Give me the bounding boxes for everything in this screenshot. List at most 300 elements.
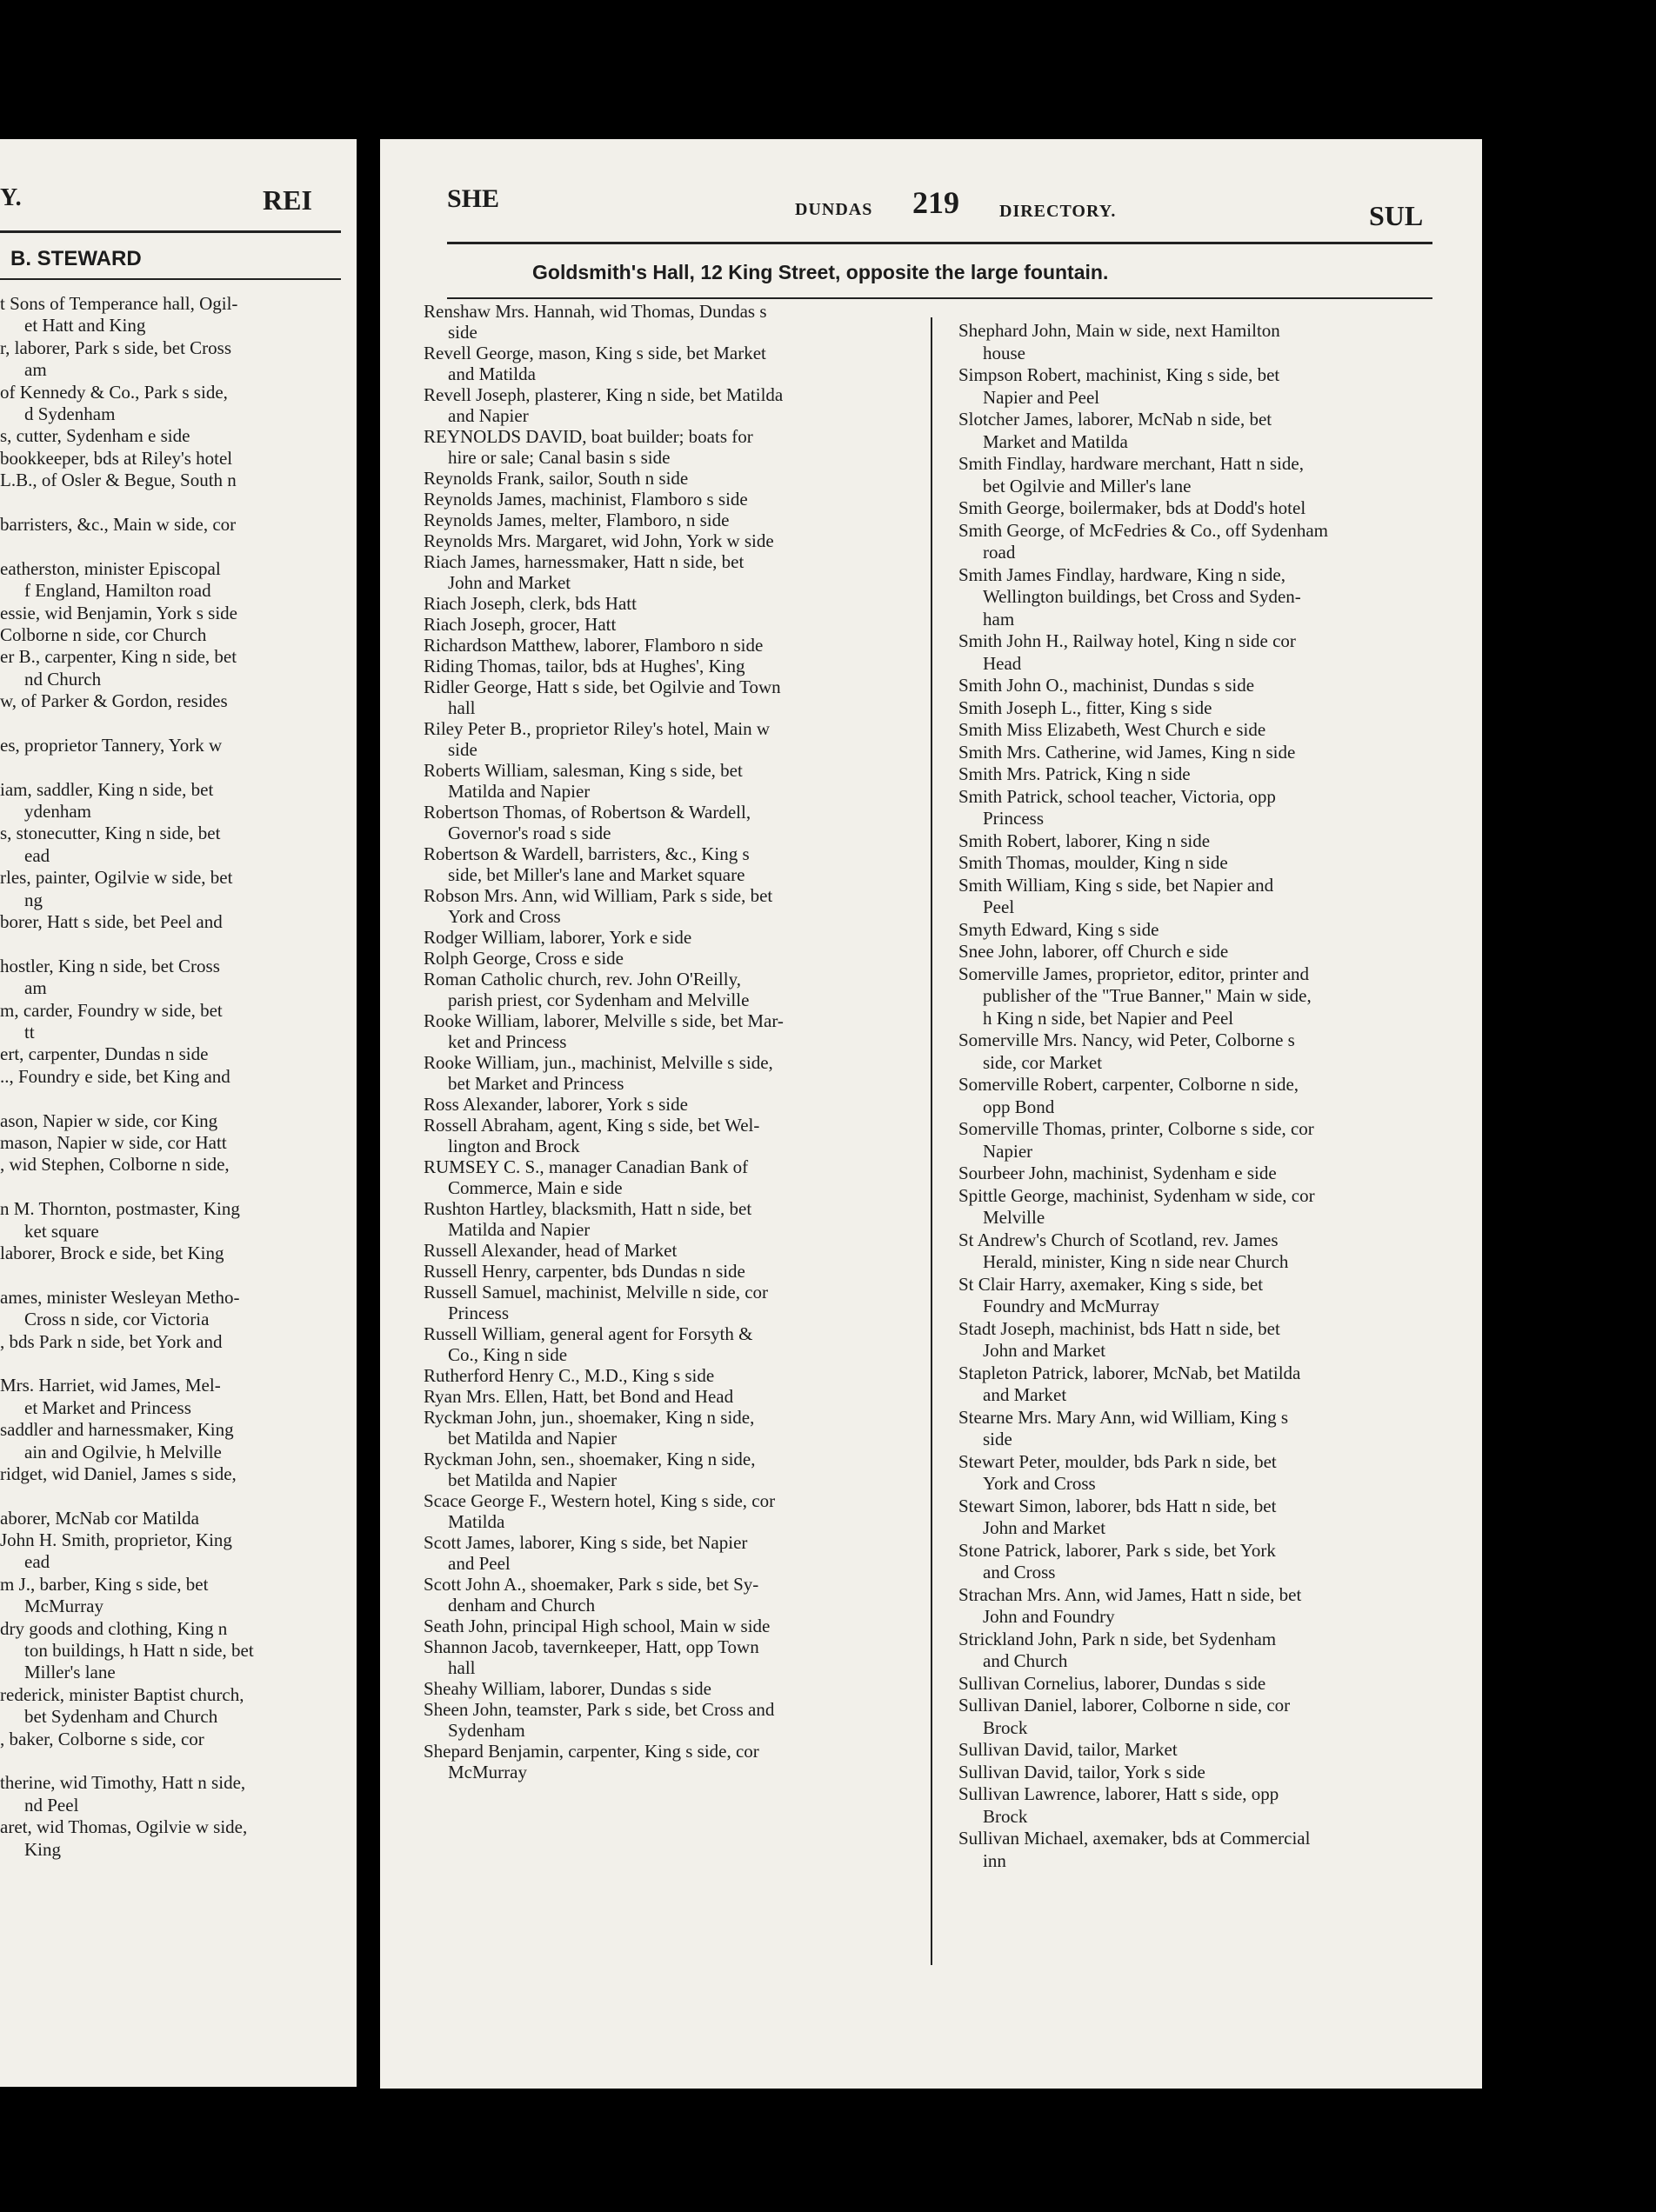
entry-line: hall — [448, 1657, 476, 1678]
entry-line: barristers, &c., Main w side, cor — [0, 513, 237, 535]
directory-entry — [958, 1782, 1463, 1827]
entry-line: dry goods and clothing, King n — [0, 1617, 228, 1639]
entry-line: Princess — [983, 808, 1044, 829]
left-directory-entry — [0, 491, 341, 513]
entry-line: and Matilda — [448, 363, 536, 384]
left-directory-entry — [0, 1197, 341, 1242]
directory-entry — [958, 363, 1463, 408]
entry-line: Foundry and McMurray — [983, 1296, 1159, 1316]
entry-line: ham — [983, 608, 1015, 630]
entry-line: hostler, King n side, bet Cross — [0, 955, 220, 976]
left-directory-entry — [0, 469, 341, 490]
directory-entry — [424, 301, 921, 343]
directory-entry — [958, 563, 1463, 630]
entry-line: York and Cross — [983, 1473, 1096, 1494]
entry-line: Renshaw Mrs. Hannah, wid Thomas, Dundas s — [424, 301, 767, 322]
entry-line: bet Market and Princess — [448, 1073, 624, 1094]
left-directory-entry — [0, 1749, 341, 1771]
directory-entry — [424, 1678, 921, 1699]
directory-entry — [958, 1539, 1463, 1583]
entry-line: and Market — [983, 1384, 1067, 1405]
entry-line: Richardson Matthew, laborer, Flamboro n side — [424, 635, 764, 656]
directory-column-a — [424, 301, 921, 1782]
entry-line: bet Ogilvie and Miller's lane — [983, 475, 1192, 496]
entry-line: Stewart Simon, laborer, bds Hatt n side, bet — [958, 1495, 1277, 1516]
entry-line: McMurray — [24, 1596, 104, 1617]
directory-entry — [958, 674, 1463, 696]
directory-entry — [424, 551, 921, 593]
entry-line: Sullivan Lawrence, laborer, Hatt s side, opp — [958, 1783, 1279, 1804]
entry-line: Seath John, principal High school, Main w side — [424, 1616, 771, 1636]
entry-line: Somerville Thomas, printer, Colborne s side, cor — [958, 1118, 1314, 1139]
left-directory-entry — [0, 1507, 341, 1529]
directory-entry — [424, 1365, 921, 1386]
entry-line: Shannon Jacob, tavernkeeper, Hatt, opp Town — [424, 1636, 759, 1657]
directory-column-b — [958, 319, 1463, 1871]
left-directory-entry — [0, 1484, 341, 1506]
left-directory-entry — [0, 778, 341, 823]
left-page — [0, 139, 357, 2087]
entry-line: nd Peel — [24, 1794, 79, 1816]
directory-entry — [958, 1273, 1463, 1317]
left-directory-entry — [0, 690, 341, 711]
directory-entry — [958, 718, 1463, 741]
directory-entry — [958, 1450, 1463, 1495]
entry-line: Peel — [983, 896, 1015, 917]
column-divider — [931, 317, 932, 1965]
directory-entry — [424, 510, 921, 530]
directory-entry — [424, 802, 921, 843]
left-directory-entry — [0, 513, 341, 535]
directory-entry — [958, 1738, 1463, 1761]
directory-entry — [424, 530, 921, 551]
left-banner-rule — [0, 278, 341, 280]
entry-line: RUMSEY C. S., manager Canadian Bank of — [424, 1156, 749, 1177]
entry-line: Sourbeer John, machinist, Sydenham e side — [958, 1163, 1277, 1183]
entry-line: Ryan Mrs. Ellen, Hatt, bet Bond and Head — [424, 1386, 734, 1407]
entry-line: of Kennedy & Co., Park s side, — [0, 381, 228, 403]
entry-line: ridget, wid Daniel, James s side, — [0, 1462, 237, 1484]
left-directory-entry — [0, 932, 341, 954]
entry-line: John and Market — [983, 1517, 1106, 1538]
entry-line: Sheahy William, laborer, Dundas s side — [424, 1678, 711, 1699]
entry-line: Ryckman John, sen., shoemaker, King n side, — [424, 1449, 756, 1469]
entry-line: Scott John A., shoemaker, Park s side, bet Sy- — [424, 1574, 759, 1595]
entry-line: side, bet Miller's lane and Market square — [448, 864, 745, 885]
entry-line: Shepard Benjamin, carpenter, King s side, cor — [424, 1741, 759, 1762]
entry-line: Smith Joseph L., fitter, King s side — [958, 696, 1212, 718]
entry-line: er B., carpenter, King n side, bet — [0, 646, 237, 668]
entry-line: Ross Alexander, laborer, York s side — [424, 1094, 688, 1115]
directory-entry — [958, 630, 1463, 674]
directory-entry — [958, 1362, 1463, 1406]
entry-line: ton buildings, h Hatt n side, bet — [24, 1640, 254, 1662]
entry-line: Smyth Edward, King s side — [958, 918, 1159, 940]
directory-entry — [424, 1156, 921, 1198]
entry-line: Smith Mrs. Patrick, King n side — [958, 763, 1191, 784]
entry-line: Robertson Thomas, of Robertson & Wardell, — [424, 802, 751, 823]
entry-line: ason, Napier w side, cor King — [0, 1109, 218, 1131]
entry-line: ket square — [24, 1220, 99, 1242]
directory-entry — [424, 593, 921, 614]
entry-line: and Peel — [448, 1553, 511, 1574]
entry-line: ames, minister Wesleyan Metho- — [0, 1286, 240, 1308]
directory-entry — [424, 1052, 921, 1094]
directory-entry — [958, 1073, 1463, 1117]
left-directory-entry — [0, 1109, 341, 1131]
entry-line: s, cutter, Sydenham e side — [0, 425, 190, 447]
entry-line: Market and Matilda — [983, 430, 1128, 452]
entry-line: .., Foundry e side, bet King and — [0, 1065, 230, 1087]
entry-line: Sullivan Daniel, laborer, Colborne n side, cor — [958, 1695, 1291, 1716]
entry-line: Cross n side, cor Victoria — [24, 1309, 210, 1330]
entry-line: , bds Park n side, bet York and — [0, 1330, 223, 1352]
entry-line: aborer, McNab cor Matilda — [0, 1507, 199, 1529]
entry-line: Smith Robert, laborer, King n side — [958, 830, 1211, 851]
directory-entry — [958, 785, 1463, 830]
entry-line: Somerville Mrs. Nancy, wid Peter, Colborne s — [958, 1029, 1295, 1050]
entry-line: Smith William, King s side, bet Napier and — [958, 874, 1274, 896]
entry-line: Somerville Robert, carpenter, Colborne n side, — [958, 1074, 1299, 1095]
guide-word-right: SUL — [1369, 200, 1424, 231]
entry-line: Simpson Robert, machinist, King s side, bet — [958, 364, 1280, 385]
directory-entry — [424, 927, 921, 948]
left-directory-entry — [0, 910, 341, 932]
entry-line: Rooke William, laborer, Melville s side, bet Mar- — [424, 1010, 784, 1031]
left-directory-entry — [0, 381, 341, 425]
entry-line: Revell Joseph, plasterer, King n side, bet Matilda — [424, 384, 784, 405]
directory-entry — [958, 1117, 1463, 1162]
entry-line: Riach Joseph, grocer, Hatt — [424, 614, 617, 635]
guide-word-left: SHE — [447, 184, 500, 213]
entry-line: Somerville James, proprietor, editor, printer and — [958, 963, 1310, 984]
entry-line: Rodger William, laborer, York e side — [424, 927, 692, 948]
entry-line: bet Matilda and Napier — [448, 1428, 618, 1449]
left-directory-entry — [0, 1617, 341, 1683]
entry-line: Smith Miss Elizabeth, West Church e side — [958, 719, 1266, 740]
left-directory-entry — [0, 1087, 341, 1109]
entry-line: r, laborer, Park s side, bet Cross — [0, 336, 232, 358]
directory-entry — [958, 1672, 1463, 1695]
entry-line: parish priest, cor Sydenham and Melville — [448, 989, 750, 1010]
directory-entry — [958, 1406, 1463, 1450]
directory-entry — [958, 1761, 1463, 1783]
directory-entry — [424, 343, 921, 384]
entry-line: t Sons of Temperance hall, Ogil- — [0, 293, 238, 314]
directory-entry — [424, 1386, 921, 1407]
directory-entry — [424, 1616, 921, 1636]
entry-line: York and Cross — [448, 906, 561, 927]
entry-line: nd Church — [24, 668, 102, 690]
entry-line: side — [983, 1429, 1012, 1449]
entry-line: bookkeeper, bds at Riley's hotel — [0, 447, 233, 469]
entry-line: laborer, Brock e side, bet King — [0, 1242, 224, 1263]
entry-line: Revell George, mason, King s side, bet Market — [424, 343, 766, 363]
left-directory-entry — [0, 447, 341, 469]
right-page — [380, 139, 1482, 2089]
entry-line: am — [24, 359, 47, 381]
entry-line: d Sydenham — [24, 403, 116, 424]
directory-entry — [958, 408, 1463, 452]
left-directory-entry — [0, 292, 341, 336]
left-directory-entry — [0, 623, 341, 645]
left-directory-entry — [0, 602, 341, 623]
entry-line: Russell Alexander, head of Market — [424, 1240, 678, 1261]
left-directory-entry — [0, 1242, 341, 1263]
entry-line: rles, painter, Ogilvie w side, bet — [0, 867, 233, 889]
left-directory-entry — [0, 1153, 341, 1175]
entry-line: Reynolds Mrs. Margaret, wid John, York w side — [424, 530, 774, 551]
directory-entry — [424, 656, 921, 676]
directory-entry — [424, 1532, 921, 1574]
directory-entry — [958, 1162, 1463, 1184]
entry-line: Smith George, boilermaker, bds at Dodd's hotel — [958, 497, 1306, 518]
entry-line: Matilda — [448, 1511, 505, 1532]
entry-line: Smith John O., machinist, Dundas s side — [958, 675, 1255, 696]
directory-entry — [424, 1282, 921, 1323]
entry-line: hall — [448, 697, 476, 718]
entry-line: Sheen John, teamster, Park s side, bet Cross and — [424, 1699, 775, 1720]
directory-entry — [424, 1407, 921, 1449]
entry-line: Rossell Abraham, agent, King s side, bet Wel- — [424, 1115, 760, 1136]
left-directory-entry — [0, 712, 341, 734]
entry-line: m J., barber, King s side, bet — [0, 1573, 209, 1595]
entry-line: Stewart Peter, moulder, bds Park n side, bet — [958, 1450, 1277, 1472]
entry-line: borer, Hatt s side, bet Peel and — [0, 911, 223, 933]
left-directory-entry — [0, 1043, 341, 1064]
entry-line: publisher of the "True Banner," Main w side, — [983, 985, 1312, 1006]
left-directory-entry — [0, 822, 341, 866]
entry-line: Governor's road s side — [448, 823, 611, 843]
running-head-label: DIRECTORY. — [999, 202, 1117, 221]
directory-entry — [424, 1094, 921, 1115]
entry-line: Napier — [983, 1140, 1033, 1162]
directory-entry — [958, 874, 1463, 918]
directory-entry — [424, 676, 921, 718]
left-header-rule — [0, 230, 341, 233]
entry-line: bet Matilda and Napier — [448, 1469, 618, 1490]
directory-entry — [958, 940, 1463, 963]
entry-line: McMurray — [448, 1762, 527, 1782]
directory-entry — [958, 963, 1463, 1029]
entry-line: Rooke William, jun., machinist, Melville s side, — [424, 1052, 773, 1073]
header-rule — [447, 242, 1432, 244]
directory-entry — [958, 1229, 1463, 1273]
entry-line: Ryckman John, jun., shoemaker, King n side, — [424, 1407, 755, 1428]
directory-entry — [424, 948, 921, 969]
entry-line: Riding Thomas, tailor, bds at Hughes', King — [424, 656, 745, 676]
entry-line: Sullivan David, tailor, York s side — [958, 1761, 1205, 1782]
left-directory-entry — [0, 1263, 341, 1285]
entry-line: Head — [983, 652, 1022, 674]
left-directory-entry — [0, 645, 341, 690]
entry-line: John H. Smith, proprietor, King — [0, 1529, 232, 1551]
directory-entry — [958, 763, 1463, 785]
entry-line: m, carder, Foundry w side, bet — [0, 999, 223, 1021]
entry-line: et Hatt and King — [24, 315, 146, 336]
running-head-city: DUNDAS — [795, 200, 873, 219]
entry-line: ert, carpenter, Dundas n side — [0, 1043, 209, 1065]
directory-entry — [424, 969, 921, 1010]
entry-line: essie, wid Benjamin, York s side — [0, 602, 237, 623]
directory-entry — [424, 1699, 921, 1741]
entry-line: Sydenham — [448, 1720, 525, 1741]
entry-line: Colborne n side, cor Church — [0, 623, 207, 645]
entry-line: and Church — [983, 1650, 1068, 1671]
entry-line: aret, wid Thomas, Ogilvie w side, — [0, 1816, 248, 1838]
banner-advert: Goldsmith's Hall, 12 King Street, opposite the large fountain. — [532, 261, 1109, 283]
entry-line: denham and Church — [448, 1595, 596, 1616]
page-number: 219 — [912, 185, 959, 220]
entry-line: ydenham — [24, 801, 91, 823]
left-directory-entry — [0, 1816, 341, 1860]
directory-entry — [958, 1029, 1463, 1073]
entry-line: house — [983, 342, 1025, 363]
directory-entry — [424, 718, 921, 760]
entry-line: side, cor Market — [983, 1051, 1103, 1073]
entry-line: Robson Mrs. Ann, wid William, Park s side, bet — [424, 885, 773, 906]
entry-line: Rushton Hartley, blacksmith, Hatt n side, bet — [424, 1198, 752, 1219]
entry-line: King — [24, 1838, 61, 1860]
entry-line: ket and Princess — [448, 1031, 567, 1052]
entry-line: hire or sale; Canal basin s side — [448, 447, 671, 468]
directory-entry — [958, 830, 1463, 852]
entry-line: road — [983, 542, 1016, 563]
entry-line: John and Foundry — [983, 1606, 1115, 1627]
left-directory-entry — [0, 1418, 341, 1462]
left-directory-entry — [0, 1286, 341, 1330]
directory-entry — [958, 741, 1463, 763]
entry-line: es, proprietor Tannery, York w — [0, 734, 223, 756]
entry-line: Reynolds Frank, sailor, South n side — [424, 468, 689, 489]
entry-line: John and Market — [448, 572, 571, 593]
directory-entry — [958, 851, 1463, 874]
left-directory-entry — [0, 734, 341, 756]
entry-line: and Napier — [448, 405, 529, 426]
entry-line: Shephard John, Main w side, next Hamilton — [958, 320, 1280, 341]
entry-line: Miller's lane — [24, 1662, 116, 1683]
left-guide-word: Y. — [0, 184, 22, 211]
directory-entry — [958, 452, 1463, 496]
entry-line: et Market and Princess — [24, 1396, 191, 1418]
entry-line: Spittle George, machinist, Sydenham w side, cor — [958, 1184, 1315, 1206]
entry-line: Smith Mrs. Catherine, wid James, King n side — [958, 741, 1296, 763]
entry-line: Stadt Joseph, machinist, bds Hatt n side, bet — [958, 1317, 1280, 1339]
entry-line: ead — [24, 1551, 50, 1573]
entry-line: and Cross — [983, 1562, 1056, 1582]
directory-entry — [424, 1636, 921, 1678]
entry-line: Co., King n side — [448, 1344, 568, 1365]
directory-entry — [424, 1449, 921, 1490]
entry-line: St Clair Harry, axemaker, King s side, bet — [958, 1273, 1264, 1295]
directory-entry — [424, 1490, 921, 1532]
entry-line: opp Bond — [983, 1096, 1055, 1117]
directory-entry — [424, 635, 921, 656]
directory-entry — [958, 1317, 1463, 1362]
entry-line: Riach James, harnessmaker, Hatt n side, bet — [424, 551, 745, 572]
directory-entry — [424, 1198, 921, 1240]
left-directory-entry — [0, 1352, 341, 1374]
left-directory-entry — [0, 336, 341, 381]
left-directory-entry — [0, 756, 341, 777]
directory-entry — [424, 489, 921, 510]
entry-line: ain and Ogilvie, h Melville — [24, 1441, 222, 1462]
left-directory-entry — [0, 1728, 341, 1749]
entry-line: REYNOLDS DAVID, boat builder; boats for — [424, 426, 753, 447]
entry-line: h King n side, bet Napier and Peel — [983, 1007, 1234, 1029]
entry-line: Brock — [983, 1716, 1028, 1738]
entry-line: Stone Patrick, laborer, Park s side, bet York — [958, 1539, 1276, 1561]
directory-entry — [424, 614, 921, 635]
entry-line: Stapleton Patrick, laborer, McNab, bet Matilda — [958, 1362, 1301, 1383]
left-directory-column — [0, 292, 341, 1860]
entry-line: Smith James Findlay, hardware, King n side, — [958, 563, 1286, 585]
entry-line: Napier and Peel — [983, 386, 1100, 408]
entry-line: Riley Peter B., proprietor Riley's hotel, Main w — [424, 718, 771, 739]
entry-line: Stearne Mrs. Mary Ann, wid William, King s — [958, 1406, 1289, 1428]
entry-line: s, stonecutter, King n side, bet — [0, 823, 221, 844]
entry-line: Snee John, laborer, off Church e side — [958, 941, 1229, 962]
left-directory-entry — [0, 1176, 341, 1197]
banner-rule — [447, 297, 1432, 299]
entry-line: Roman Catholic church, rev. John O'Reilly, — [424, 969, 741, 989]
directory-entry — [958, 496, 1463, 519]
left-directory-entry — [0, 1683, 341, 1728]
directory-entry — [958, 1628, 1463, 1672]
entry-line: Ridler George, Hatt s side, bet Ogilvie and Town — [424, 676, 781, 697]
left-directory-entry — [0, 955, 341, 999]
entry-line: saddler and harnessmaker, King — [0, 1419, 234, 1441]
entry-line: eatherston, minister Episcopal — [0, 557, 221, 579]
entry-line: Mrs. Harriet, wid James, Mel- — [0, 1375, 221, 1396]
left-directory-entry — [0, 557, 341, 602]
entry-line: Smith Findlay, hardware merchant, Hatt n side, — [958, 453, 1304, 474]
entry-line: Scace George F., Western hotel, King s side, cor — [424, 1490, 776, 1511]
entry-line: Smith John H., Railway hotel, King n side cor — [958, 630, 1296, 651]
entry-line: Matilda and Napier — [448, 781, 591, 802]
entry-line: therine, wid Timothy, Hatt n side, — [0, 1772, 246, 1794]
entry-line: Smith Thomas, moulder, King n side — [958, 852, 1228, 873]
left-directory-entry — [0, 866, 341, 910]
entry-line: Robertson & Wardell, barristers, &c., King s — [424, 843, 750, 864]
left-directory-entry — [0, 1529, 341, 1573]
directory-entry — [958, 1495, 1463, 1539]
entry-line: Sullivan Cornelius, laborer, Dundas s side — [958, 1672, 1266, 1694]
entry-line: Rolph George, Cross e side — [424, 948, 624, 969]
entry-line: Strickland John, Park n side, bet Sydenham — [958, 1628, 1277, 1649]
directory-entry — [424, 1323, 921, 1365]
directory-entry — [424, 384, 921, 426]
entry-line: side — [448, 739, 477, 760]
entry-line: , baker, Colborne s side, cor — [0, 1728, 204, 1749]
entry-line: side — [448, 322, 477, 343]
directory-entry — [424, 1115, 921, 1156]
entry-line: Smith Patrick, school teacher, Victoria, opp — [958, 785, 1276, 807]
directory-entry — [424, 1574, 921, 1616]
left-banner: B. STEWARD — [10, 247, 142, 270]
entry-line: lington and Brock — [448, 1136, 580, 1156]
directory-entry — [958, 1827, 1463, 1871]
directory-entry — [958, 1583, 1463, 1628]
directory-entry — [958, 519, 1463, 563]
entry-line: inn — [983, 1849, 1006, 1871]
left-directory-entry — [0, 1330, 341, 1352]
entry-line: iam, saddler, King n side, bet — [0, 778, 214, 800]
directory-entry — [424, 1010, 921, 1052]
entry-line: John and Market — [983, 1340, 1106, 1361]
left-directory-entry — [0, 1065, 341, 1087]
entry-line: Rutherford Henry C., M.D., King s side — [424, 1365, 715, 1386]
